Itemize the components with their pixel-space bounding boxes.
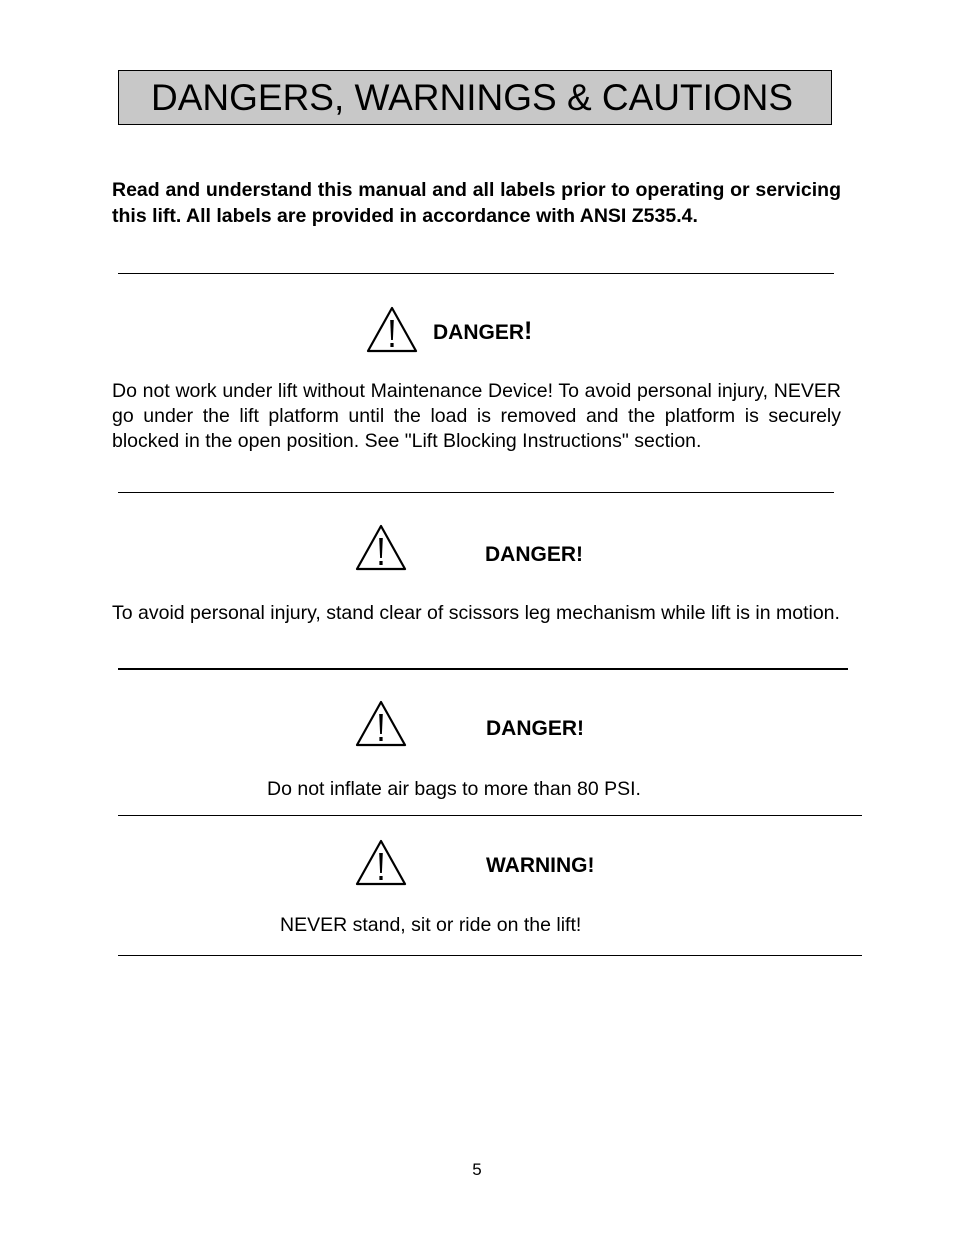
divider [118, 668, 848, 670]
warning-triangle-icon [355, 839, 407, 886]
page-number: 5 [472, 1160, 482, 1179]
notice-heading: WARNING! [486, 854, 595, 877]
notice-text: To avoid personal injury, stand clear of scissors leg mechanism while lift is in motion. [112, 602, 840, 624]
divider [118, 955, 862, 956]
warning-triangle-icon [355, 700, 407, 747]
warning-triangle-icon [366, 306, 418, 353]
divider [118, 273, 834, 274]
warning-triangle-icon [355, 524, 407, 571]
notice-heading-exclamation: ! [524, 317, 533, 345]
page-title-box [118, 70, 832, 125]
notice-heading: DANGER! [485, 543, 583, 566]
intro-paragraph: Read and understand this manual and all labels prior to operating or servicing this lift. All labels are provided in accordance with ANSI Z535.4. [112, 179, 841, 227]
divider [118, 815, 862, 816]
notice-text: NEVER stand, sit or ride on the lift! [280, 914, 582, 936]
divider [118, 492, 834, 493]
notice-heading: DANGER! [486, 717, 584, 740]
notice-text: Do not work under lift without Maintenance Device! To avoid personal injury, NEVER go under the lift platform until the load is removed and the platform is securely blocked in the open position. See "Lift Blocking Instructions" section. [112, 380, 841, 452]
notice-text: Do not inflate air bags to more than 80 PSI. [267, 778, 641, 800]
notice-heading-label: DANGER [433, 321, 525, 344]
page-title: DANGERS, WARNINGS & CAUTIONS [151, 77, 794, 118]
notice-heading [433, 318, 532, 346]
